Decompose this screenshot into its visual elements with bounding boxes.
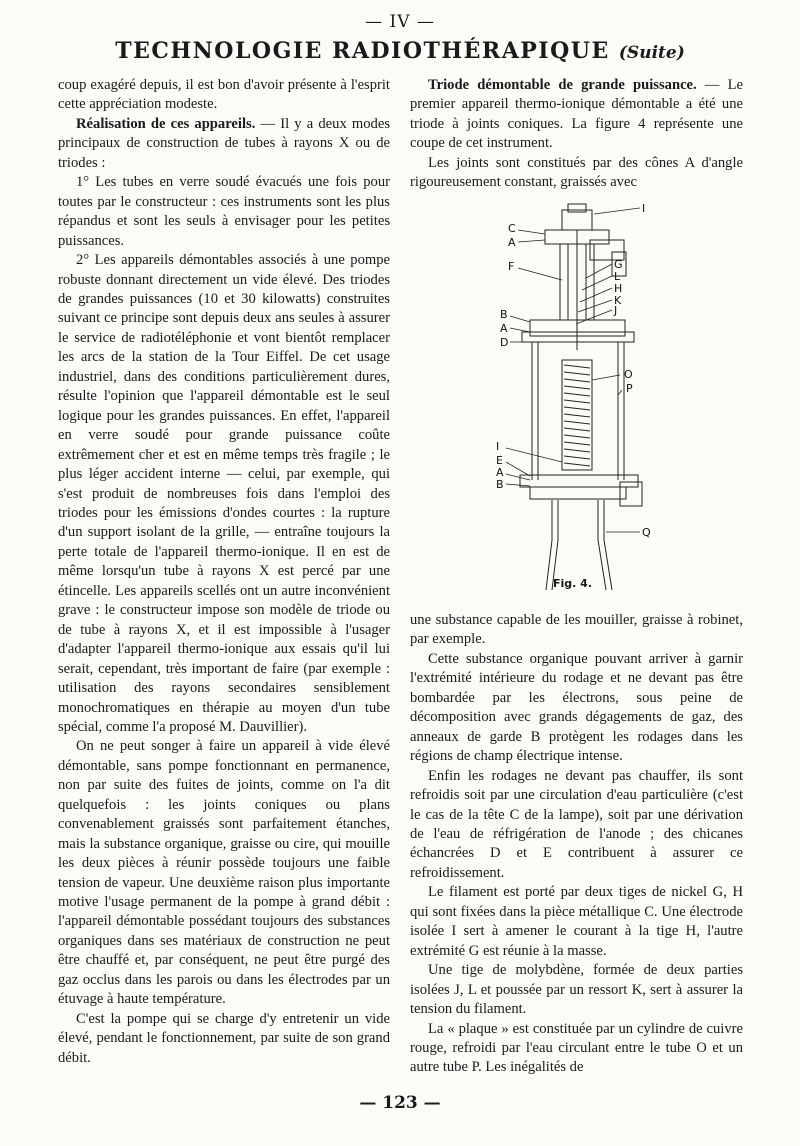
paragraph xyxy=(58,115,390,173)
right-column-bottom xyxy=(410,611,743,1078)
paragraph: Une tige de molybdène, formée de deux parties isolées J, L et poussée par un ressort K, sert à assurer la tension du filament. xyxy=(410,962,743,1018)
label-I: I xyxy=(496,440,500,453)
paragraph: 2° Les appareils démontables associés à une pompe robuste donnant directement un vide élevé. Des triodes de grandes puissances (10 et 30 kilowatts) construites suivant ce principe sont depuis deux ans seules à assurer le service de radiotéléphonie et vont bientôt remplacer les arcs de la station de la Tour Eiffel. De cet usage industriel, dans des conditions particulièrement dures, résulte l'opinion que l'appareil démontable est le seul logique pour les grandes puissances. En effet, l'appareil en verre soudé pour grande puissance coûte extrêmement cher et est en même temps très fragile ; le plus léger accident interne — celui, par exemple, qui s'est produit de nombreuses fois dans l'emploi des triodes pour les émissions d'ondes courtes : la rupture d'un support isolant de la grille, — entraîne toujours la perte totale de l'appareil thermo-ionique. Il en est de même lorsqu'un tube à rayons X est percé par une étincelle. Les appareils scellés ont un autre inconvénient grave : le constructeur impose son modèle de triode ou de tube à rayons X, et il est impossible à l'usager d'adapter l'appareil thermo-ionique aux essais qu'il lui serait, cependant, très important de faire (par exemple : utilisation des rayons secondaires sensiblement monochromatiques en thérapie au moyen d'un tube spécial, comme l'a proposé M. Dauvillier). xyxy=(58,252,390,735)
triode-diagram xyxy=(490,200,670,600)
left-column xyxy=(58,76,390,1068)
label-P: P xyxy=(626,382,633,395)
label-A: A xyxy=(496,466,504,479)
paragraph xyxy=(410,76,743,154)
paragraph: Le filament est porté par deux tiges de nickel G, H qui sont fixées dans la pièce métallique C. Une électrode isolée I sert à amener le courant à la tige H, l'autre extrémité G est réunie à la masse. xyxy=(410,884,743,959)
label-H: H xyxy=(614,282,623,295)
label-A: A xyxy=(500,322,508,335)
label-E: E xyxy=(496,454,503,467)
label-O: O xyxy=(624,368,633,381)
label-K: K xyxy=(614,294,622,307)
label-A: A xyxy=(508,236,516,249)
page-roman-number: — IV — xyxy=(365,12,435,32)
paragraph: Cette substance organique pouvant arriver à garnir l'extrémité intérieure du rodage et ne devant pas être bombardée par les électrons, sous peine de décomposition avec grands dégagements de gaz, des anneaux de garde B protègent les rodages dans les régions de champ électrique intense. xyxy=(410,650,743,765)
label-C: C xyxy=(508,222,516,235)
section-heading: Triode démontable de grande puissance. xyxy=(428,77,697,93)
paragraph: La « plaque » est constituée par un cylindre de cuivre rouge, refroidi par l'eau circulant entre le tube O et un autre tube P. Les inégalités de xyxy=(410,1020,743,1076)
page-title xyxy=(0,38,800,64)
paragraph: coup exagéré depuis, il est bon d'avoir présente à l'esprit cette appréciation modeste. xyxy=(58,77,390,113)
paragraph: 1° Les tubes en verre soudé évacués une fois pour toutes par le constructeur : ces instruments sont les plus répandus et sont les seuls à envisager pour les petites puissances. xyxy=(58,174,390,249)
section-heading: Réalisation de ces appareils. xyxy=(76,115,256,132)
paragraph-text: — Le premier appareil thermo-ionique démontable a été une triode à joints coniques. La figure 4 représente une coupe de cet instrument. xyxy=(410,77,743,152)
right-column-top xyxy=(410,76,743,193)
label-B: B xyxy=(496,478,504,491)
paragraph: C'est la pompe qui se charge d'y entretenir un vide élevé, pendant le fonctionnement, par suite de son grand débit. xyxy=(58,1010,390,1066)
label-F: F xyxy=(508,260,515,273)
label-B: B xyxy=(500,308,508,321)
paragraph-text: — Il y a deux modes principaux de construction de tubes à rayons X ou de triodes : xyxy=(58,115,390,171)
paragraph: Enfin les rodages ne devant pas chauffer, ils sont refroidis soit par une circulation d'eau particulière (c'est le cas de la tête C de la lampe), soit par une dérivation de l'eau de réfrigération de l'anode ; des chicanes échancrées D et E contribuent à assurer ce refroidissement. xyxy=(410,767,743,881)
figure-caption: Fig. 4. xyxy=(553,577,592,590)
diagram-head xyxy=(562,210,592,230)
label-J: J xyxy=(614,304,618,317)
paragraph: une substance capable de les mouiller, graisse à robinet, par exemple. xyxy=(410,612,743,648)
label-G: G xyxy=(614,258,623,271)
label-Q: Q xyxy=(642,526,651,539)
page-number: — 123 — xyxy=(359,1093,441,1113)
label-D: D xyxy=(500,336,509,349)
title-suffix: (Suite) xyxy=(618,43,685,63)
label-L: L xyxy=(614,270,621,283)
label-I: I xyxy=(642,202,646,215)
paragraph: Les joints sont constitués par des cônes A d'angle rigoureusement constant, graissés avec xyxy=(410,154,743,191)
paragraph: On ne peut songer à faire un appareil à vide élevé démontable, sans pompe fonctionnant en permanence, non par suite des fuites de joints, comme on l'a dit quelquefois : les joints coniques ou plans convenablement graissés sont parfaitement étanches, mais la substance organique, graisse ou cire, qui mouille les deux pièces à réunir possède toujours une faible tension de vapeur. Une deuxième raison plus importante motive l'usage permanent de la pompe à grand débit : l'appareil démontable possédant toujours des substances organiques dans ses matériaux de construction ne peut être chauffé et, par conséquent, ne peut être purgé des gaz occlus dans les parois ou dans les électrodes par un étuvage à haute température. xyxy=(58,738,390,1008)
title-text: TECHNOLOGIE RADIOTHÉRAPIQUE xyxy=(115,38,610,64)
